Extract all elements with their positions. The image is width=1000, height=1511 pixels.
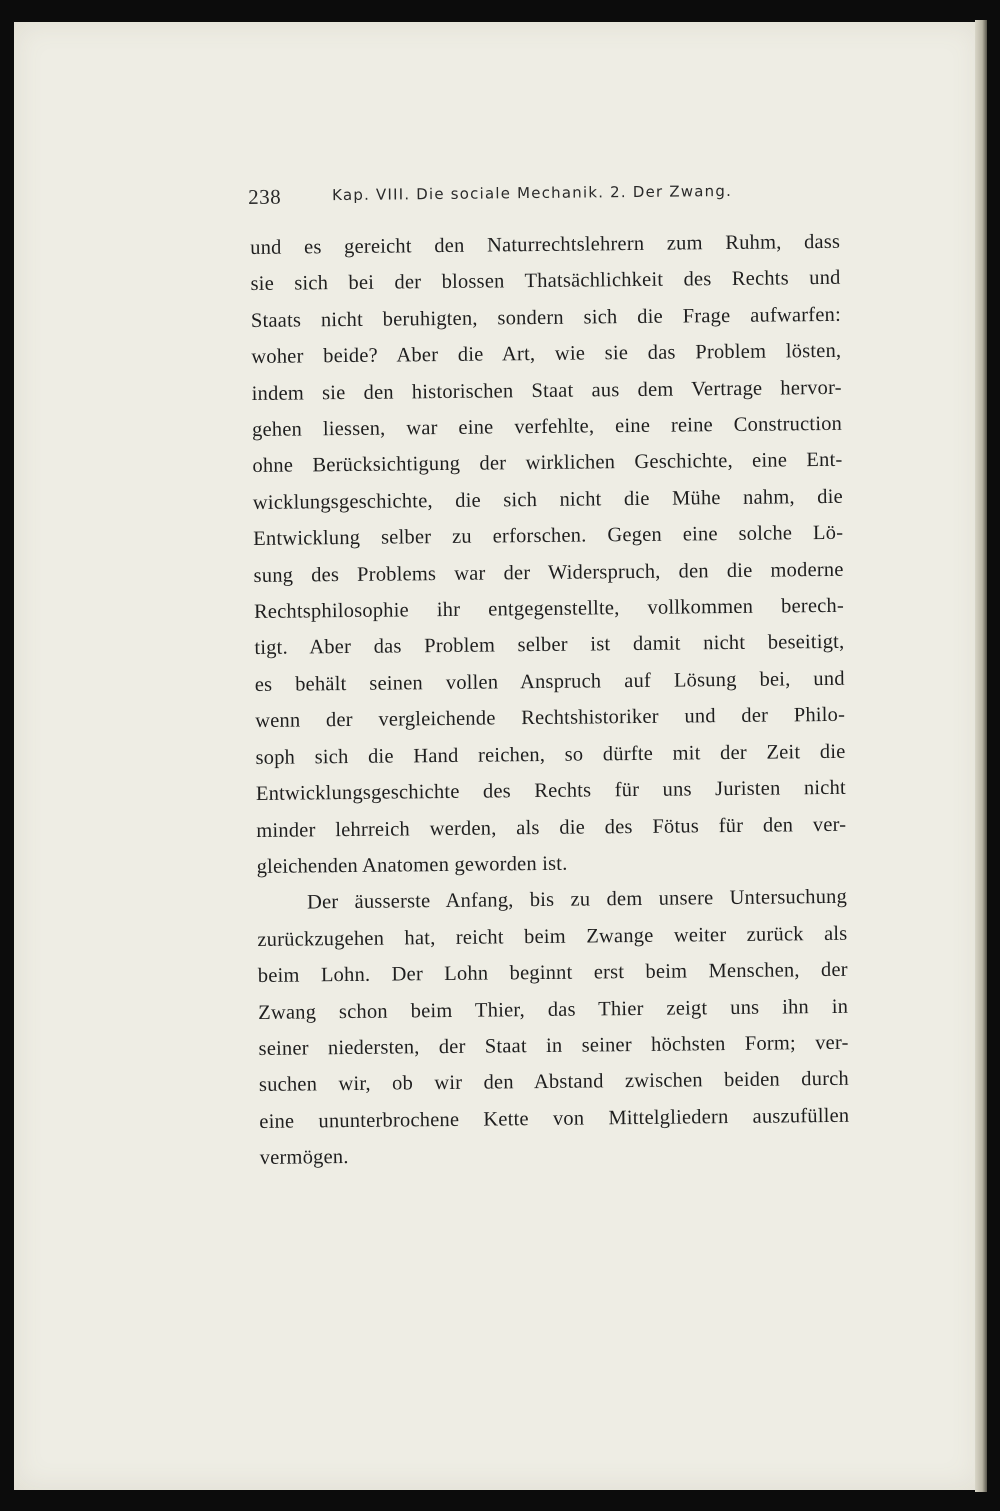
text-line: indem sie den historischen Staat aus dem Vertrage hervor- <box>251 376 842 405</box>
page-edge <box>975 20 987 1492</box>
text-line: gleichenden Anatomen geworden ist. <box>256 852 568 878</box>
running-head: Kap. VIII. Die sociale Mechanik. 2. Der Zwang. <box>332 181 733 205</box>
text-line: Der äusserste Anfang, bis zu dem unsere Untersuchung <box>306 886 848 914</box>
paragraph-1 <box>250 224 847 885</box>
text-line: ohne Berücksichtigung der wirklichen Geschichte, eine Ent- <box>252 449 843 478</box>
text-line: zurückzugehen hat, reicht beim Zwange weiter zurück als <box>257 922 848 951</box>
text-line: Rechtsphilosophie ihr entgegenstellte, vollkommen berech- <box>253 594 845 624</box>
text-line: Entwicklungsgeschichte des Rechts für uns Juristen nicht <box>255 776 846 806</box>
text-line: sie sich bei der blossen Thatsächlichkeit des Rechts und <box>250 267 841 296</box>
text-line: suchen wir, ob wir den Abstand zwischen beiden durch <box>258 1068 850 1097</box>
paragraph-2 <box>257 879 850 1176</box>
text-line: gehen liessen, war eine verfehlte, eine reine Construction <box>251 412 843 442</box>
page-header <box>248 177 808 213</box>
text-line: seiner niedersten, der Staat in seiner höchsten Form; ver- <box>258 1031 849 1060</box>
text-line: sung des Problems war der Widerspruch, den die moderne <box>253 558 844 587</box>
text-line: minder lehrreich werden, als die des Fötus für den ver- <box>256 813 847 842</box>
text-line: eine ununterbrochene Kette von Mittelgliedern auszufüllen <box>259 1104 850 1133</box>
page-number: 238 <box>248 184 282 209</box>
text-line: wenn der vergleichende Rechtshistoriker und der Philo- <box>255 704 846 733</box>
body-text <box>250 224 850 1177</box>
text-line: tigt. Aber das Problem selber ist damit nicht beseitigt, <box>254 631 845 660</box>
text-line: und es gereicht den Naturrechtslehrern zum Ruhm, dass <box>250 230 841 259</box>
text-line: Zwang schon beim Thier, das Thier zeigt uns ihn in <box>258 995 849 1024</box>
text-line: es behält seinen vollen Anspruch auf Lösung bei, und <box>254 667 845 696</box>
text-line: wicklungsgeschichte, die sich nicht die Mühe nahm, die <box>252 485 843 514</box>
text-line: soph sich die Hand reichen, so dürfte mit der Zeit die <box>255 740 846 769</box>
text-line: Entwicklung selber zu erforschen. Gegen eine solche Lö- <box>253 522 844 551</box>
text-line: Staats nicht beruhigten, sondern sich die Frage aufwarfen: <box>250 303 842 332</box>
text-line: beim Lohn. Der Lohn beginnt erst beim Menschen, der <box>257 958 848 988</box>
text-line: woher beide? Aber die Art, wie sie das Problem lösten, <box>251 340 842 369</box>
text-line: vermögen. <box>259 1146 349 1170</box>
